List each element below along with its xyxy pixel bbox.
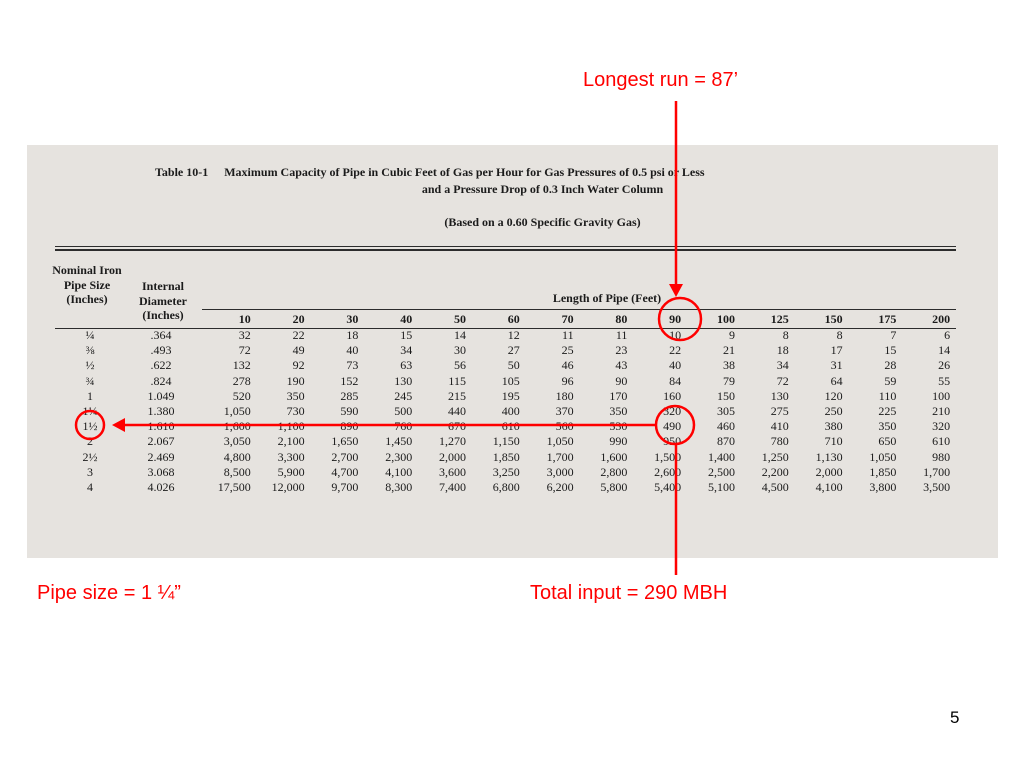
capacity-cell: 440 <box>447 404 466 419</box>
capacity-cell: 4,700 <box>331 464 359 479</box>
capacity-cell: 210 <box>932 404 951 419</box>
capacity-cell: 410 <box>770 419 789 434</box>
longest-run-callout: Longest run = 87’ <box>583 69 739 91</box>
capacity-cell: 320 <box>663 404 682 419</box>
capacity-cell: 12 <box>507 328 520 342</box>
capacity-cell: 250 <box>824 404 843 419</box>
capacity-cell: 350 <box>609 404 628 419</box>
capacity-cell: 2,200 <box>761 464 789 479</box>
table-number: Table 10-1 <box>155 165 209 179</box>
capacity-cell: 990 <box>609 434 628 449</box>
table-row <box>55 465 950 480</box>
capacity-cell: 195 <box>501 388 520 403</box>
length-125-header: 125 <box>770 312 789 326</box>
pipe-size-callout: Pipe size = 1 ¼” <box>37 582 181 604</box>
capacity-cell: 215 <box>447 388 466 403</box>
table-row <box>55 374 950 389</box>
capacity-cell: 21 <box>722 343 735 358</box>
header-nominal-pipe-size: Nominal Iron Pipe Size (Inches) <box>52 263 122 307</box>
diameter-cell: 4.026 <box>147 480 175 495</box>
capacity-cell: 610 <box>932 434 951 449</box>
capacity-cell: 460 <box>716 419 735 434</box>
capacity-cell: 5,900 <box>277 464 305 479</box>
capacity-cell: 11 <box>615 328 628 342</box>
length-10-header: 10 <box>238 312 251 326</box>
capacity-cell: 3,300 <box>277 449 305 464</box>
capacity-cell: 3,500 <box>923 480 951 495</box>
capacity-cell: 7 <box>890 328 897 342</box>
length-80-header: 80 <box>615 312 628 326</box>
capacity-cell: 27 <box>507 343 520 358</box>
capacity-cell: 92 <box>292 358 305 373</box>
pipe-size-cell: ½ <box>85 358 95 373</box>
capacity-cell: 8,500 <box>223 464 251 479</box>
capacity-cell: 760 <box>394 419 413 434</box>
capacity-cell: 370 <box>555 404 574 419</box>
capacity-cell: 780 <box>770 434 789 449</box>
capacity-cell: 2,000 <box>438 449 466 464</box>
capacity-cell: 28 <box>884 358 897 373</box>
capacity-cell: 160 <box>663 388 682 403</box>
capacity-cell: 130 <box>770 388 789 403</box>
pipe-size-cell: 2½ <box>82 449 98 464</box>
pipe-size-cell: 1 <box>87 388 93 403</box>
capacity-cell: 1,250 <box>761 449 789 464</box>
capacity-cell: 2,000 <box>815 464 843 479</box>
capacity-cell: 530 <box>609 419 628 434</box>
capacity-cell: 5,100 <box>707 480 735 495</box>
diameter-cell: 2.469 <box>147 449 175 464</box>
capacity-cell: 110 <box>878 388 897 403</box>
diameter-cell: .622 <box>150 358 172 373</box>
capacity-cell: 2,100 <box>277 434 305 449</box>
gas-pipe-capacity-table <box>55 311 950 495</box>
pipe-size-cell: ¾ <box>85 373 95 388</box>
table-top-rule-double <box>55 249 956 251</box>
capacity-cell: 152 <box>340 373 359 388</box>
capacity-cell: 32 <box>238 328 251 342</box>
capacity-cell: 90 <box>615 373 628 388</box>
diameter-cell: .824 <box>150 373 172 388</box>
capacity-cell: 49 <box>292 343 305 358</box>
capacity-cell: 6,800 <box>492 480 520 495</box>
capacity-cell: 23 <box>615 343 628 358</box>
capacity-cell: 6,200 <box>546 480 574 495</box>
capacity-cell: 150 <box>716 388 735 403</box>
capacity-cell: 3,800 <box>869 480 897 495</box>
capacity-cell: 350 <box>878 419 897 434</box>
table-row <box>55 358 950 373</box>
table-row <box>55 328 950 343</box>
capacity-cell: 1,050 <box>546 434 574 449</box>
capacity-cell: 2,500 <box>707 464 735 479</box>
capacity-cell: 610 <box>501 419 520 434</box>
capacity-cell: 100 <box>932 388 951 403</box>
capacity-cell: 5,800 <box>600 480 628 495</box>
length-40-header: 40 <box>400 312 413 326</box>
length-70-header: 70 <box>561 312 574 326</box>
diameter-cell: .364 <box>150 328 172 342</box>
capacity-cell: 40 <box>669 358 682 373</box>
capacity-cell: 3,000 <box>546 464 574 479</box>
capacity-cell: 225 <box>878 404 897 419</box>
capacity-cell: 15 <box>884 343 897 358</box>
length-200-header: 200 <box>932 312 951 326</box>
capacity-cell: 4,500 <box>761 480 789 495</box>
diameter-cell: 3.068 <box>147 464 175 479</box>
capacity-cell: 1,700 <box>923 464 951 479</box>
table-note: (Based on a 0.60 Specific Gravity Gas) <box>444 215 641 229</box>
length-60-header: 60 <box>507 312 520 326</box>
capacity-cell: 7,400 <box>438 480 466 495</box>
capacity-cell: 1,050 <box>869 449 897 464</box>
capacity-cell: 400 <box>501 404 520 419</box>
capacity-cell: 350 <box>286 388 305 403</box>
capacity-cell: 1,270 <box>438 434 466 449</box>
pipe-size-cell: 2 <box>87 434 93 449</box>
pipe-size-cell: 1½ <box>82 419 98 434</box>
capacity-cell: 2,800 <box>600 464 628 479</box>
capacity-cell: 870 <box>716 434 735 449</box>
pipe-size-cell: 4 <box>87 480 93 495</box>
table-row <box>55 434 950 449</box>
capacity-cell: 650 <box>878 434 897 449</box>
capacity-cell: 18 <box>776 343 789 358</box>
length-header-rule <box>202 309 956 310</box>
capacity-cell: 12,000 <box>271 480 305 495</box>
table-top-rule <box>55 246 956 247</box>
length-150-header: 150 <box>824 312 843 326</box>
capacity-cell: 560 <box>555 419 574 434</box>
pipe-size-cell: 3 <box>87 464 93 479</box>
table-row <box>55 480 950 495</box>
capacity-cell: 520 <box>232 388 251 403</box>
diameter-cell: 2.067 <box>147 434 175 449</box>
capacity-cell: 115 <box>448 373 466 388</box>
capacity-cell: 22 <box>292 328 305 342</box>
table-title-line1: Maximum Capacity of Pipe in Cubic Feet of Gas per Hour for Gas Pressures of 0.5 psi or Less <box>224 165 705 179</box>
diameter-cell: 1.049 <box>147 388 175 403</box>
capacity-cell: 18 <box>346 328 359 342</box>
capacity-cell: 84 <box>669 373 682 388</box>
capacity-cell: 190 <box>286 373 305 388</box>
capacity-cell: 590 <box>340 404 359 419</box>
capacity-cell: 275 <box>770 404 789 419</box>
capacity-cell: 980 <box>932 449 951 464</box>
capacity-cell: 10 <box>669 328 682 342</box>
capacity-cell: 890 <box>340 419 359 434</box>
capacity-cell: 59 <box>884 373 897 388</box>
capacity-cell: 1,150 <box>492 434 520 449</box>
capacity-cell: 500 <box>394 404 413 419</box>
capacity-cell: 1,130 <box>815 449 843 464</box>
capacity-cell: 17 <box>830 343 843 358</box>
capacity-cell: 25 <box>561 343 574 358</box>
length-100-header: 100 <box>716 312 735 326</box>
length-30-header: 30 <box>346 312 359 326</box>
capacity-cell: 43 <box>615 358 628 373</box>
table-row <box>55 404 950 419</box>
table-caption <box>155 165 705 180</box>
diameter-cell: 1.610 <box>147 419 175 434</box>
header-internal-diameter: Internal Diameter (Inches) <box>139 279 187 323</box>
capacity-cell: 1,850 <box>869 464 897 479</box>
capacity-cell: 14 <box>453 328 466 342</box>
capacity-cell: 245 <box>394 388 413 403</box>
capacity-cell: 73 <box>346 358 359 373</box>
table-row <box>55 343 950 358</box>
capacity-cell: 3,250 <box>492 464 520 479</box>
capacity-cell: 670 <box>447 419 466 434</box>
length-90-header: 90 <box>669 312 682 326</box>
pipe-size-cell: 1¼ <box>82 404 98 419</box>
pipe-size-cell: ¼ <box>85 328 95 342</box>
capacity-cell: 2,700 <box>331 449 359 464</box>
capacity-cell: 730 <box>286 404 305 419</box>
capacity-cell: 3,600 <box>438 464 466 479</box>
capacity-cell: 710 <box>824 434 843 449</box>
capacity-cell: 64 <box>830 373 843 388</box>
capacity-cell: 1,450 <box>385 434 413 449</box>
capacity-cell: 950 <box>663 434 682 449</box>
diameter-cell: 1.380 <box>147 404 175 419</box>
capacity-cell: 2,600 <box>654 464 682 479</box>
capacity-cell: 8,300 <box>385 480 413 495</box>
capacity-cell: 180 <box>555 388 574 403</box>
capacity-cell: 2,300 <box>385 449 413 464</box>
capacity-cell: 1,100 <box>277 419 305 434</box>
capacity-cell: 8 <box>836 328 843 342</box>
capacity-cell: 1,500 <box>654 449 682 464</box>
capacity-cell: 22 <box>669 343 682 358</box>
capacity-cell: 30 <box>453 343 466 358</box>
capacity-cell: 72 <box>776 373 789 388</box>
capacity-cell: 1,050 <box>223 404 251 419</box>
capacity-cell: 26 <box>938 358 951 373</box>
capacity-cell: 4,100 <box>385 464 413 479</box>
length-175-header: 175 <box>878 312 897 326</box>
capacity-cell: 320 <box>932 419 951 434</box>
slide-number: 5 <box>950 708 960 727</box>
capacity-cell: 79 <box>722 373 735 388</box>
capacity-cell: 1,600 <box>600 449 628 464</box>
capacity-cell: 490 <box>663 419 682 434</box>
capacity-cell: 380 <box>824 419 843 434</box>
table-row <box>55 419 950 434</box>
capacity-cell: 31 <box>830 358 843 373</box>
pipe-size-cell: ⅜ <box>85 343 95 358</box>
capacity-cell: 8 <box>782 328 789 342</box>
capacity-cell: 1,850 <box>492 449 520 464</box>
capacity-cell: 6 <box>944 328 951 342</box>
capacity-cell: 38 <box>722 358 735 373</box>
diameter-cell: .493 <box>150 343 172 358</box>
capacity-cell: 56 <box>453 358 466 373</box>
capacity-cell: 3,050 <box>223 434 251 449</box>
capacity-cell: 11 <box>562 328 574 342</box>
capacity-cell: 4,800 <box>223 449 251 464</box>
capacity-cell: 5,400 <box>654 480 682 495</box>
capacity-cell: 40 <box>346 343 359 358</box>
capacity-cell: 1,400 <box>707 449 735 464</box>
capacity-cell: 50 <box>507 358 520 373</box>
capacity-cell: 34 <box>400 343 413 358</box>
capacity-cell: 278 <box>232 373 251 388</box>
capacity-cell: 105 <box>501 373 520 388</box>
capacity-cell: 1,600 <box>223 419 251 434</box>
table-row <box>55 450 950 465</box>
capacity-cell: 14 <box>938 343 951 358</box>
capacity-cell: 34 <box>776 358 789 373</box>
length-header-row <box>55 311 950 328</box>
capacity-cell: 132 <box>232 358 251 373</box>
table-title-line2: and a Pressure Drop of 0.3 Inch Water Column <box>421 182 664 196</box>
capacity-cell: 9 <box>728 328 735 342</box>
capacity-cell: 120 <box>824 388 843 403</box>
capacity-cell: 1,700 <box>546 449 574 464</box>
capacity-cell: 55 <box>938 373 951 388</box>
capacity-cell: 1,650 <box>331 434 359 449</box>
capacity-cell: 46 <box>561 358 574 373</box>
table-row <box>55 389 950 404</box>
capacity-cell: 96 <box>561 373 574 388</box>
capacity-cell: 4,100 <box>815 480 843 495</box>
capacity-cell: 17,500 <box>217 480 251 495</box>
capacity-cell: 63 <box>400 358 413 373</box>
capacity-cell: 285 <box>340 388 359 403</box>
capacity-cell: 72 <box>238 343 251 358</box>
total-input-callout: Total input = 290 MBH <box>530 582 728 604</box>
length-50-header: 50 <box>453 312 466 326</box>
length-20-header: 20 <box>292 312 305 326</box>
scanned-table-image <box>27 145 998 558</box>
capacity-cell: 170 <box>609 388 628 403</box>
header-length-of-pipe: Length of Pipe (Feet) <box>552 291 662 305</box>
capacity-cell: 9,700 <box>331 480 359 495</box>
capacity-cell: 305 <box>716 404 735 419</box>
capacity-cell: 130 <box>394 373 413 388</box>
capacity-cell: 15 <box>400 328 413 342</box>
